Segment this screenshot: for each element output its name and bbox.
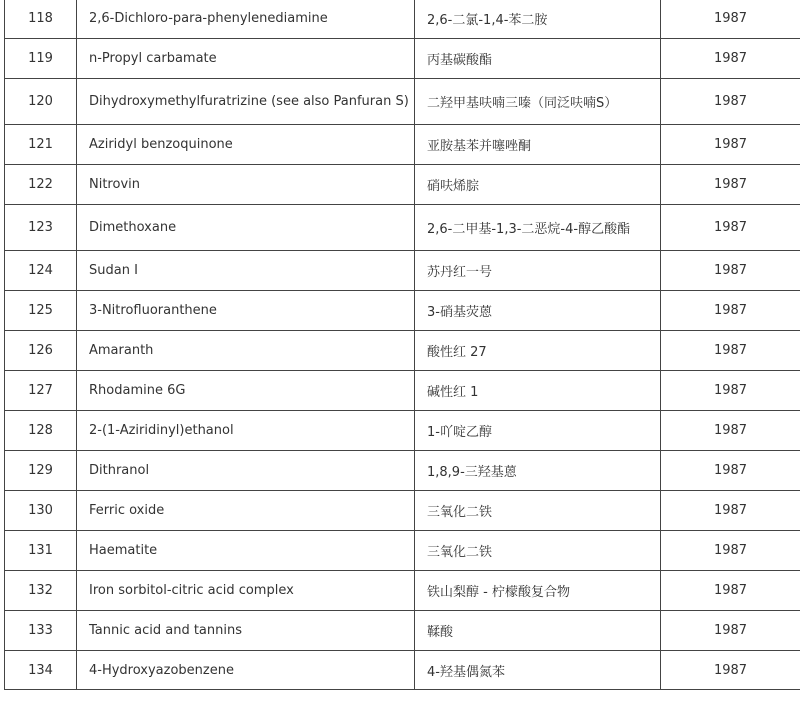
year: 1987 bbox=[661, 165, 800, 205]
chinese-name: 3-硝基荧蒽 bbox=[415, 291, 661, 331]
table-row bbox=[5, 651, 800, 690]
row-number: 125 bbox=[5, 291, 77, 331]
year: 1987 bbox=[661, 331, 800, 371]
english-name: Iron sorbitol-citric acid complex bbox=[77, 571, 415, 611]
chinese-name: 4-羟基偶氮苯 bbox=[415, 651, 661, 690]
chinese-name: 三氧化二铁 bbox=[415, 531, 661, 571]
row-number: 134 bbox=[5, 651, 77, 690]
chinese-name: 二羟甲基呋喃三嗪（同泛呋喃S） bbox=[415, 79, 661, 125]
chinese-name: 1-吖啶乙醇 bbox=[415, 411, 661, 451]
row-number: 129 bbox=[5, 451, 77, 491]
year: 1987 bbox=[661, 39, 800, 79]
year: 1987 bbox=[661, 125, 800, 165]
row-number: 127 bbox=[5, 371, 77, 411]
year: 1987 bbox=[661, 451, 800, 491]
year: 1987 bbox=[661, 0, 800, 39]
year: 1987 bbox=[661, 79, 800, 125]
table-row bbox=[5, 291, 800, 331]
english-name: n-Propyl carbamate bbox=[77, 39, 415, 79]
row-number: 124 bbox=[5, 251, 77, 291]
table-row bbox=[5, 491, 800, 531]
chinese-name: 2,6-二甲基-1,3-二恶烷-4-醇乙酸酯 bbox=[415, 205, 661, 251]
row-number: 121 bbox=[5, 125, 77, 165]
english-name: Haematite bbox=[77, 531, 415, 571]
year: 1987 bbox=[661, 411, 800, 451]
row-number: 128 bbox=[5, 411, 77, 451]
english-name: Rhodamine 6G bbox=[77, 371, 415, 411]
table-row bbox=[5, 39, 800, 79]
year: 1987 bbox=[661, 251, 800, 291]
row-number: 120 bbox=[5, 79, 77, 125]
table-row bbox=[5, 165, 800, 205]
chinese-name: 硝呋烯腙 bbox=[415, 165, 661, 205]
table-row bbox=[5, 371, 800, 411]
english-name: 3-Nitrofluoranthene bbox=[77, 291, 415, 331]
chinese-name: 碱性红 1 bbox=[415, 371, 661, 411]
row-number: 122 bbox=[5, 165, 77, 205]
table-row bbox=[5, 331, 800, 371]
row-number: 131 bbox=[5, 531, 77, 571]
year: 1987 bbox=[661, 371, 800, 411]
english-name: Dihydroxymethylfuratrizine (see also Panfuran S) bbox=[77, 79, 415, 125]
english-name: Aziridyl benzoquinone bbox=[77, 125, 415, 165]
english-name: Ferric oxide bbox=[77, 491, 415, 531]
row-number: 118 bbox=[5, 0, 77, 39]
english-name: Nitrovin bbox=[77, 165, 415, 205]
english-name: Dithranol bbox=[77, 451, 415, 491]
year: 1987 bbox=[661, 291, 800, 331]
english-name: 2,6-Dichloro-para-phenylenediamine bbox=[77, 0, 415, 39]
table-row bbox=[5, 251, 800, 291]
chinese-name: 酸性红 27 bbox=[415, 331, 661, 371]
row-number: 132 bbox=[5, 571, 77, 611]
table-row bbox=[5, 411, 800, 451]
table-row bbox=[5, 451, 800, 491]
table-row bbox=[5, 571, 800, 611]
english-name: Amaranth bbox=[77, 331, 415, 371]
table-row bbox=[5, 79, 800, 125]
year: 1987 bbox=[661, 205, 800, 251]
table-row bbox=[5, 0, 800, 39]
chinese-name: 三氧化二铁 bbox=[415, 491, 661, 531]
row-number: 123 bbox=[5, 205, 77, 251]
year: 1987 bbox=[661, 491, 800, 531]
table-row bbox=[5, 531, 800, 571]
year: 1987 bbox=[661, 651, 800, 690]
chinese-name: 铁山梨醇 - 柠檬酸复合物 bbox=[415, 571, 661, 611]
year: 1987 bbox=[661, 571, 800, 611]
carcinogen-list-table bbox=[4, 0, 800, 690]
chinese-name: 丙基碳酸酯 bbox=[415, 39, 661, 79]
year: 1987 bbox=[661, 611, 800, 651]
chinese-name: 2,6-二氯-1,4-苯二胺 bbox=[415, 0, 661, 39]
row-number: 126 bbox=[5, 331, 77, 371]
english-name: Tannic acid and tannins bbox=[77, 611, 415, 651]
chinese-name: 苏丹红一号 bbox=[415, 251, 661, 291]
english-name: 2-(1-Aziridinyl)ethanol bbox=[77, 411, 415, 451]
english-name: Sudan I bbox=[77, 251, 415, 291]
chinese-name: 1,8,9-三羟基蒽 bbox=[415, 451, 661, 491]
row-number: 133 bbox=[5, 611, 77, 651]
table-row bbox=[5, 205, 800, 251]
row-number: 130 bbox=[5, 491, 77, 531]
chinese-name: 亚胺基苯并噻唑酮 bbox=[415, 125, 661, 165]
row-number: 119 bbox=[5, 39, 77, 79]
table-row bbox=[5, 125, 800, 165]
english-name: Dimethoxane bbox=[77, 205, 415, 251]
table-row bbox=[5, 611, 800, 651]
chinese-name: 鞣酸 bbox=[415, 611, 661, 651]
year: 1987 bbox=[661, 531, 800, 571]
english-name: 4-Hydroxyazobenzene bbox=[77, 651, 415, 690]
